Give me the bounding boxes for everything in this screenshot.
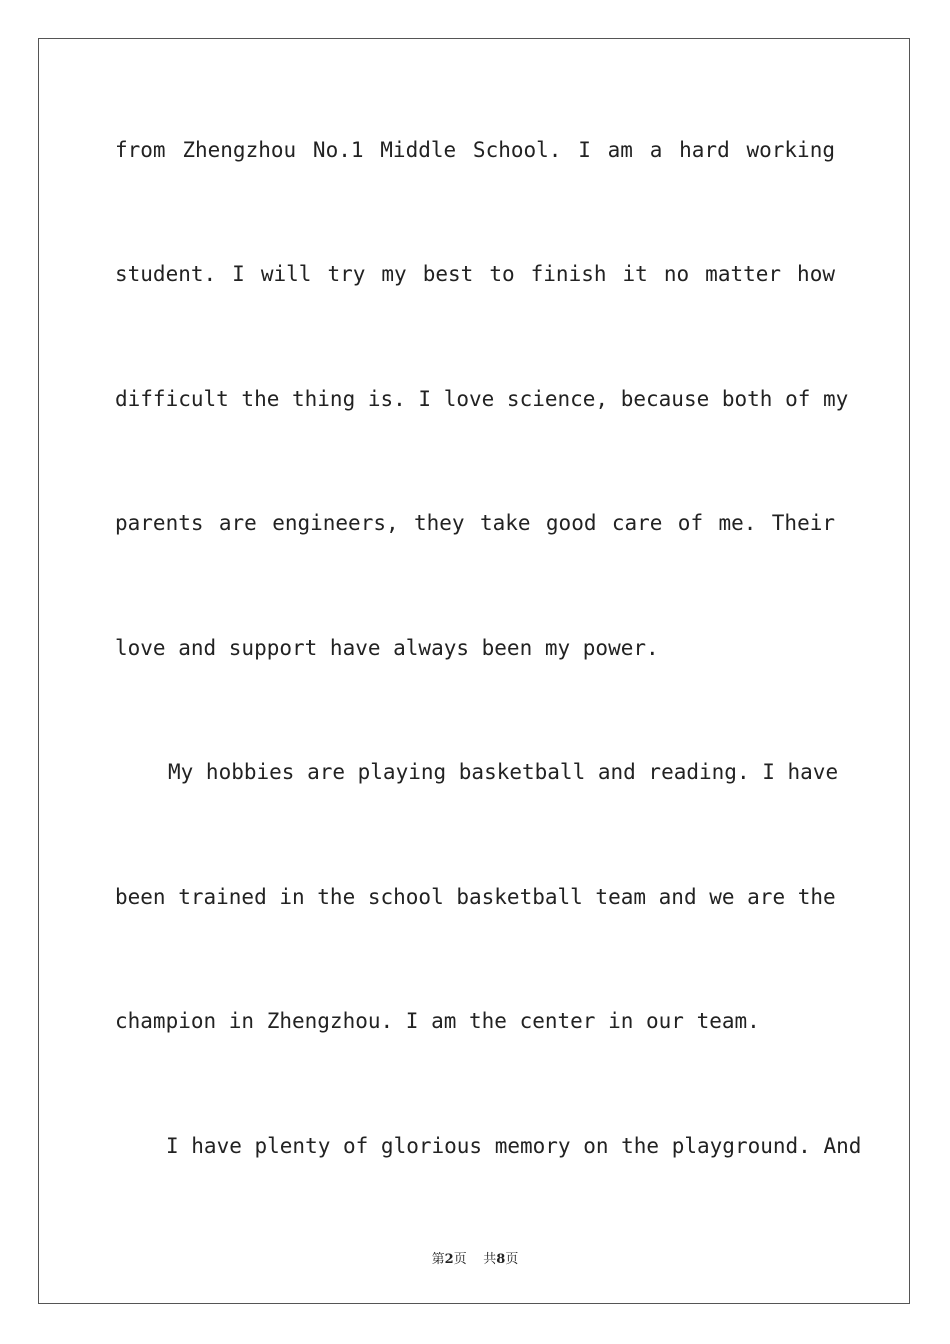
body-line-1: from Zhengzhou No.1 Middle School. I am a hard working — [115, 138, 835, 162]
page-number-footer — [0, 1248, 950, 1267]
footer-total: 8 — [496, 1252, 506, 1267]
footer-page-unit: 页 — [453, 1252, 467, 1267]
page-border — [38, 38, 910, 1304]
footer-total-unit: 页 — [505, 1252, 519, 1267]
footer-prefix: 第 — [431, 1252, 445, 1267]
footer-page: 2 — [444, 1252, 454, 1267]
body-line-4: parents are engineers, they take good care of me. Their — [115, 511, 835, 535]
body-line-6: My hobbies are playing basketball and reading. I have — [168, 760, 839, 784]
body-line-5: love and support have always been my power. — [115, 636, 659, 660]
body-line-8: champion in Zhengzhou. I am the center in our team. — [115, 1009, 760, 1033]
body-line-3: difficult the thing is. I love science, because both of my — [115, 387, 849, 411]
footer-total-prefix: 共 — [483, 1252, 497, 1267]
body-line-7: been trained in the school basketball team and we are the — [115, 885, 836, 909]
body-line-9: I have plenty of glorious memory on the playground. And — [166, 1134, 862, 1158]
body-line-2: student. I will try my best to finish it no matter how — [115, 262, 835, 286]
